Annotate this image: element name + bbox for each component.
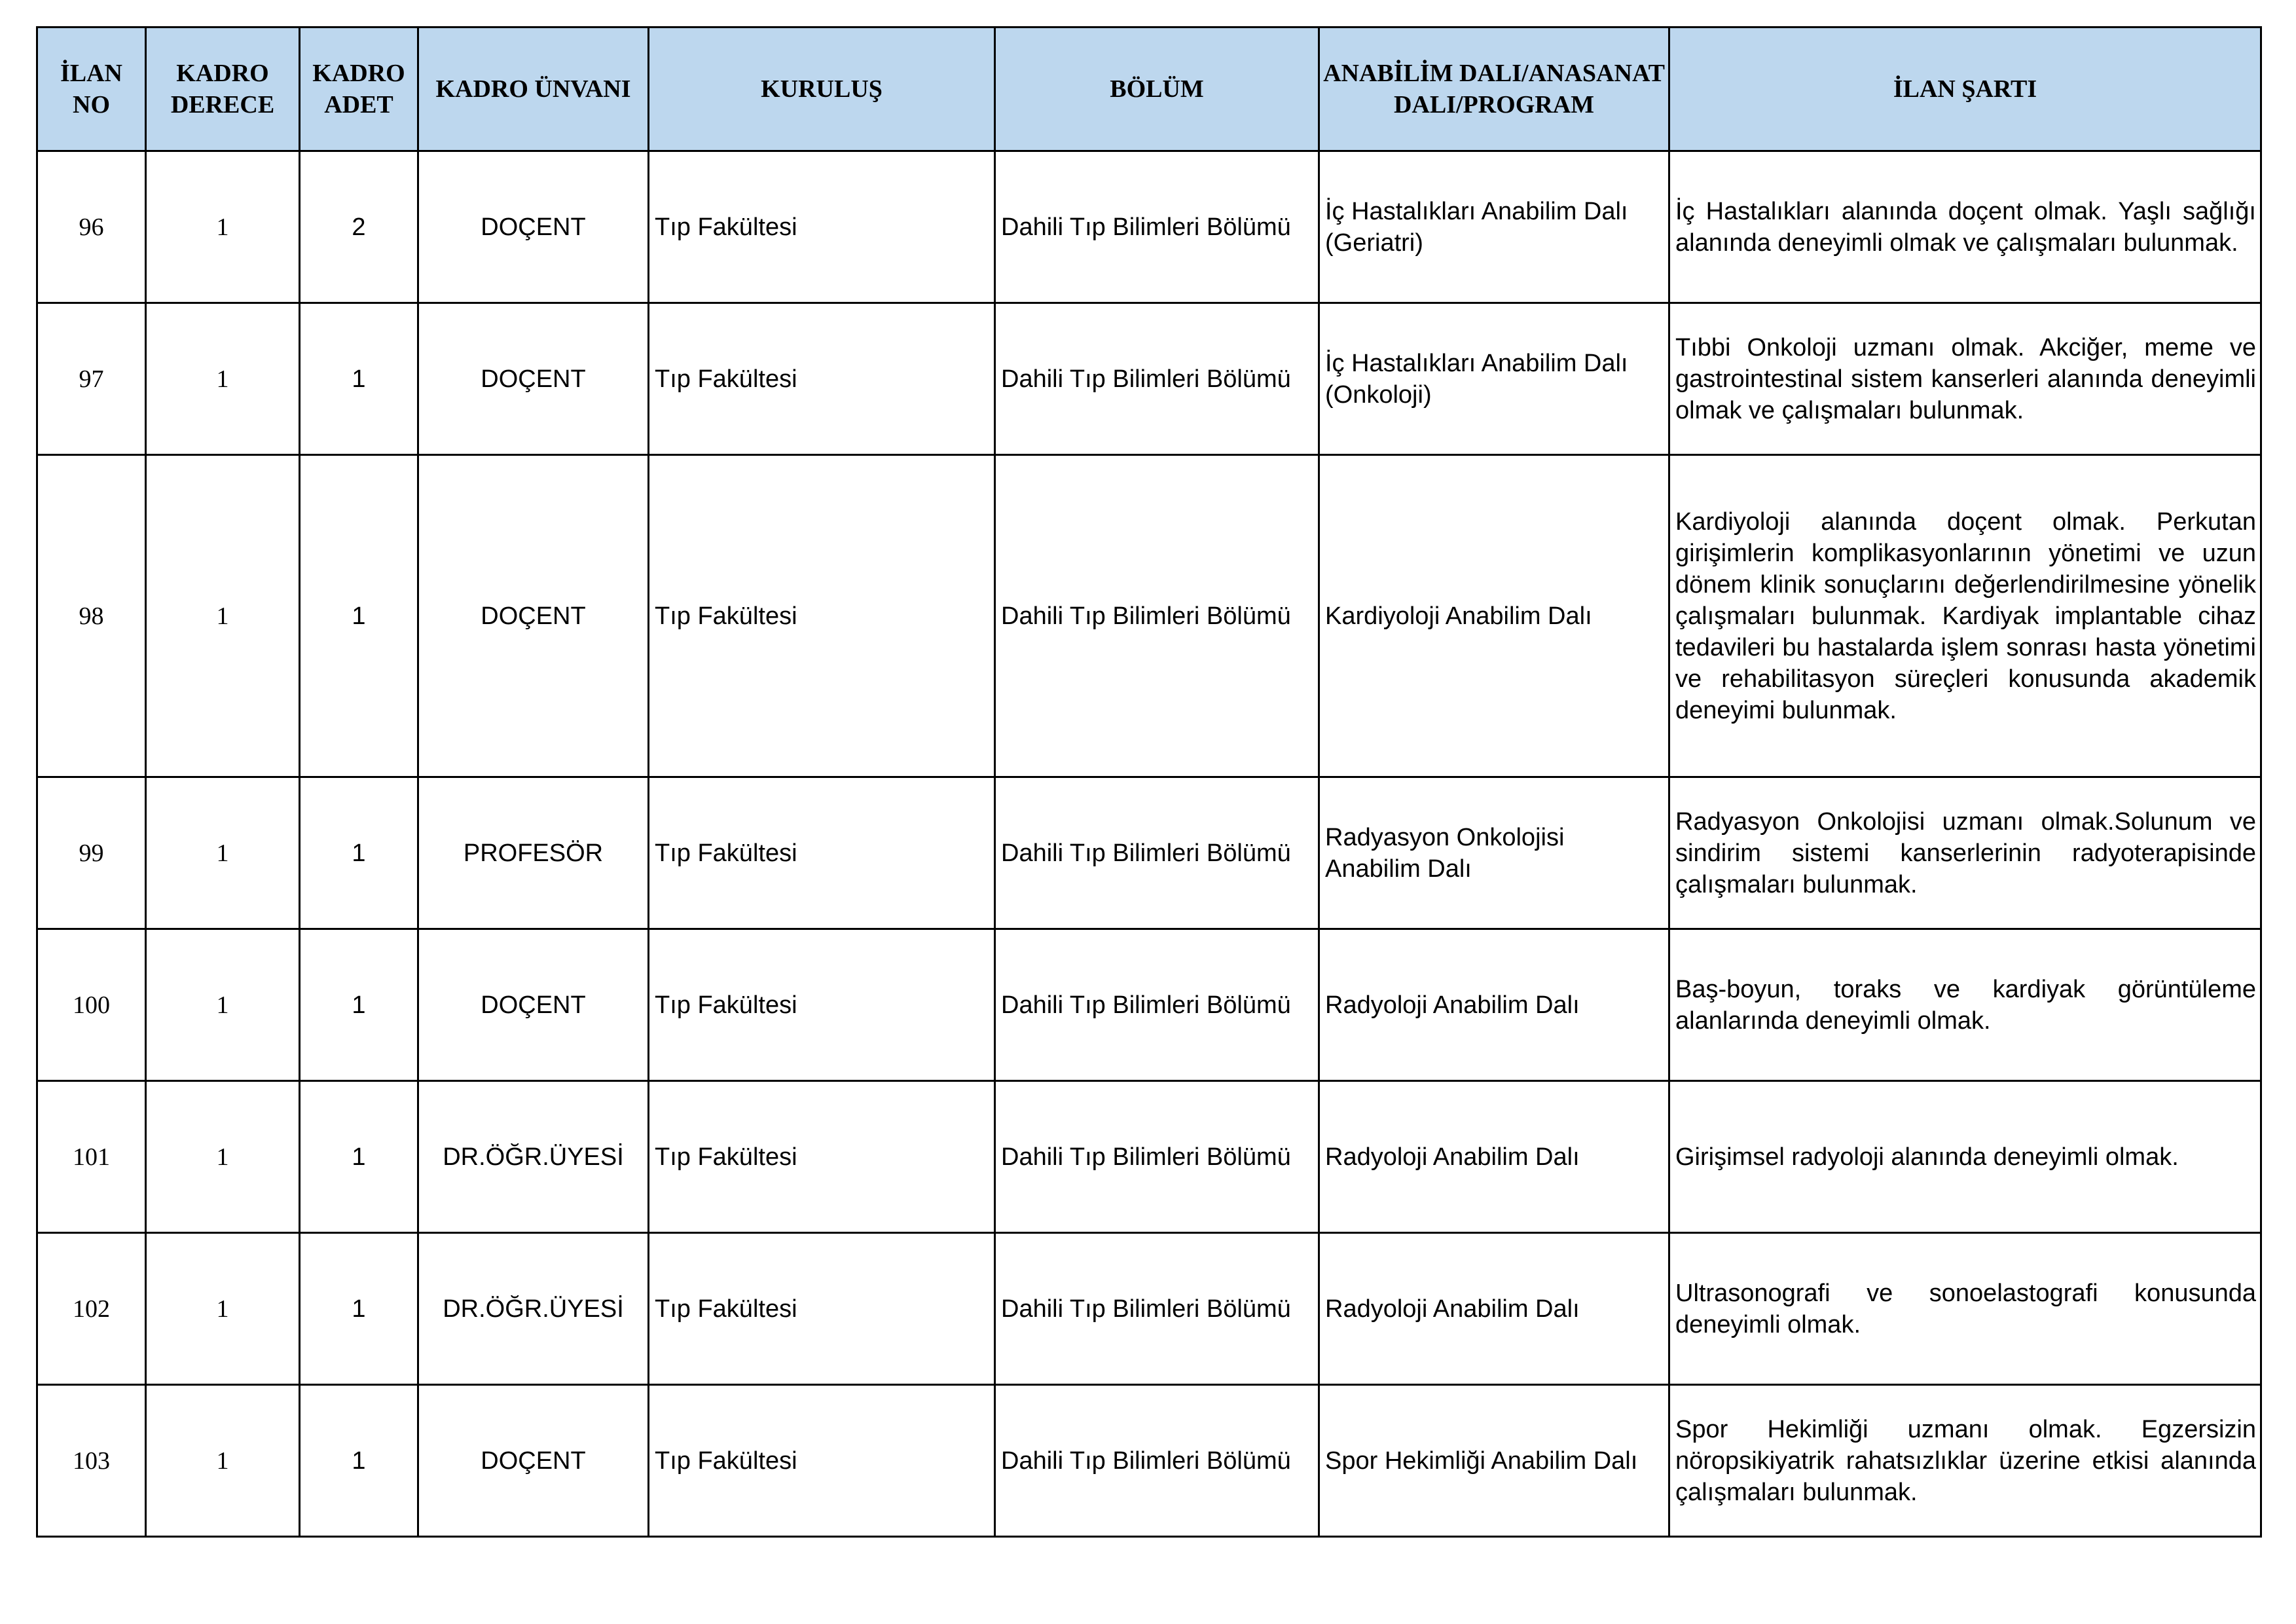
cell-kadro-adet: 1 [300, 1385, 418, 1537]
cell-kadro-adet: 2 [300, 151, 418, 303]
cell-bolum: Dahili Tıp Bilimleri Bölümü [995, 303, 1319, 455]
table-row [37, 929, 2261, 1081]
cell-kadro-derece: 1 [146, 1233, 300, 1385]
header-kadro-derece: KADRO DERECE [146, 28, 300, 151]
cell-kadro-unvani: DOÇENT [418, 1385, 649, 1537]
cell-kadro-derece: 1 [146, 151, 300, 303]
cell-ilan-no: 101 [37, 1081, 146, 1233]
cell-bolum: Dahili Tıp Bilimleri Bölümü [995, 1233, 1319, 1385]
cell-ilan-no: 97 [37, 303, 146, 455]
table-row [37, 455, 2261, 777]
cell-ilan-no: 99 [37, 777, 146, 929]
cell-kadro-derece: 1 [146, 1385, 300, 1537]
cell-ilan-no: 100 [37, 929, 146, 1081]
cell-kadro-adet: 1 [300, 929, 418, 1081]
cell-kurulus: Tıp Fakültesi [649, 1081, 995, 1233]
cell-kurulus: Tıp Fakültesi [649, 1233, 995, 1385]
header-kurulus: KURULUŞ [649, 28, 995, 151]
cell-anabilim-dali: Spor Hekimliği Anabilim Dalı [1319, 1385, 1669, 1537]
cell-ilan-sarti: Baş-boyun, toraks ve kardiyak görüntüleme alanlarında deneyimli olmak. [1669, 929, 2261, 1081]
cell-kadro-unvani: PROFESÖR [418, 777, 649, 929]
header-kadro-adet: KADRO ADET [300, 28, 418, 151]
cell-kadro-derece: 1 [146, 455, 300, 777]
cell-kadro-derece: 1 [146, 303, 300, 455]
cell-kurulus: Tıp Fakültesi [649, 777, 995, 929]
cell-bolum: Dahili Tıp Bilimleri Bölümü [995, 151, 1319, 303]
table-row [37, 777, 2261, 929]
cell-kadro-unvani: DOÇENT [418, 455, 649, 777]
cell-kadro-unvani: DOÇENT [418, 151, 649, 303]
table-row [37, 303, 2261, 455]
cell-kurulus: Tıp Fakültesi [649, 1385, 995, 1537]
cell-ilan-no: 103 [37, 1385, 146, 1537]
cell-kadro-adet: 1 [300, 777, 418, 929]
cell-bolum: Dahili Tıp Bilimleri Bölümü [995, 1081, 1319, 1233]
header-ilan-no: İLAN NO [37, 28, 146, 151]
cell-ilan-sarti: Girişimsel radyoloji alanında deneyimli olmak. [1669, 1081, 2261, 1233]
cell-kadro-derece: 1 [146, 1081, 300, 1233]
cell-bolum: Dahili Tıp Bilimleri Bölümü [995, 455, 1319, 777]
cell-kurulus: Tıp Fakültesi [649, 929, 995, 1081]
table-row [37, 1081, 2261, 1233]
cell-kadro-derece: 1 [146, 777, 300, 929]
cell-bolum: Dahili Tıp Bilimleri Bölümü [995, 1385, 1319, 1537]
cell-kadro-derece: 1 [146, 929, 300, 1081]
cell-kadro-unvani: DOÇENT [418, 303, 649, 455]
table-row [37, 151, 2261, 303]
header-ilan-sarti: İLAN ŞARTI [1669, 28, 2261, 151]
cell-kadro-adet: 1 [300, 1233, 418, 1385]
cell-ilan-sarti: Ultrasonografi ve sonoelastografi konusunda deneyimli olmak. [1669, 1233, 2261, 1385]
cell-ilan-no: 102 [37, 1233, 146, 1385]
cell-anabilim-dali: İç Hastalıkları Anabilim Dalı (Onkoloji) [1319, 303, 1669, 455]
cell-ilan-sarti: Kardiyoloji alanında doçent olmak. Perkutan girişimlerin komplikasyonlarının yönetimi ve uzun dönem klinik sonuçlarını değerlendirilmesine yönelik çalışmaları bulunmak. Kardiyak implantable cihaz tedavileri bu hastalarda işlem sonrası hasta yönetimi ve rehabilitasyon süreçleri konusunda akademik deneyimi bulunmak. [1669, 455, 2261, 777]
header-kadro-unvani: KADRO ÜNVANI [418, 28, 649, 151]
cell-ilan-no: 98 [37, 455, 146, 777]
header-bolum: BÖLÜM [995, 28, 1319, 151]
cell-anabilim-dali: Radyoloji Anabilim Dalı [1319, 1233, 1669, 1385]
cell-kurulus: Tıp Fakültesi [649, 303, 995, 455]
cell-ilan-no: 96 [37, 151, 146, 303]
cell-anabilim-dali: Radyasyon Onkolojisi Anabilim Dalı [1319, 777, 1669, 929]
cell-anabilim-dali: İç Hastalıkları Anabilim Dalı (Geriatri) [1319, 151, 1669, 303]
cell-anabilim-dali: Radyoloji Anabilim Dalı [1319, 929, 1669, 1081]
cell-bolum: Dahili Tıp Bilimleri Bölümü [995, 777, 1319, 929]
table-header-row [37, 28, 2261, 151]
cell-ilan-sarti: Tıbbi Onkoloji uzmanı olmak. Akciğer, meme ve gastrointestinal sistem kanserleri alanında deneyimli olmak ve çalışmaları bulunmak. [1669, 303, 2261, 455]
cell-kadro-unvani: DOÇENT [418, 929, 649, 1081]
header-anabilim-dali: ANABİLİM DALI/ANASANAT DALI/PROGRAM [1319, 28, 1669, 151]
cell-anabilim-dali: Kardiyoloji Anabilim Dalı [1319, 455, 1669, 777]
cell-kadro-adet: 1 [300, 455, 418, 777]
cell-kadro-adet: 1 [300, 303, 418, 455]
cell-kurulus: Tıp Fakültesi [649, 151, 995, 303]
table-row [37, 1233, 2261, 1385]
cell-anabilim-dali: Radyoloji Anabilim Dalı [1319, 1081, 1669, 1233]
cell-ilan-sarti: İç Hastalıkları alanında doçent olmak. Yaşlı sağlığı alanında deneyimli olmak ve çalışmaları bulunmak. [1669, 151, 2261, 303]
cell-kurulus: Tıp Fakültesi [649, 455, 995, 777]
ilan-table [36, 26, 2262, 1538]
cell-kadro-unvani: DR.ÖĞR.ÜYESİ [418, 1233, 649, 1385]
cell-bolum: Dahili Tıp Bilimleri Bölümü [995, 929, 1319, 1081]
table-row [37, 1385, 2261, 1537]
cell-ilan-sarti: Spor Hekimliği uzmanı olmak. Egzersizin nöropsikiyatrik rahatsızlıklar üzerine etkisi alanında çalışmaları bulunmak. [1669, 1385, 2261, 1537]
cell-kadro-adet: 1 [300, 1081, 418, 1233]
cell-kadro-unvani: DR.ÖĞR.ÜYESİ [418, 1081, 649, 1233]
cell-ilan-sarti: Radyasyon Onkolojisi uzmanı olmak.Solunum ve sindirim sistemi kanserlerinin radyoterapisinde çalışmaları bulunmak. [1669, 777, 2261, 929]
